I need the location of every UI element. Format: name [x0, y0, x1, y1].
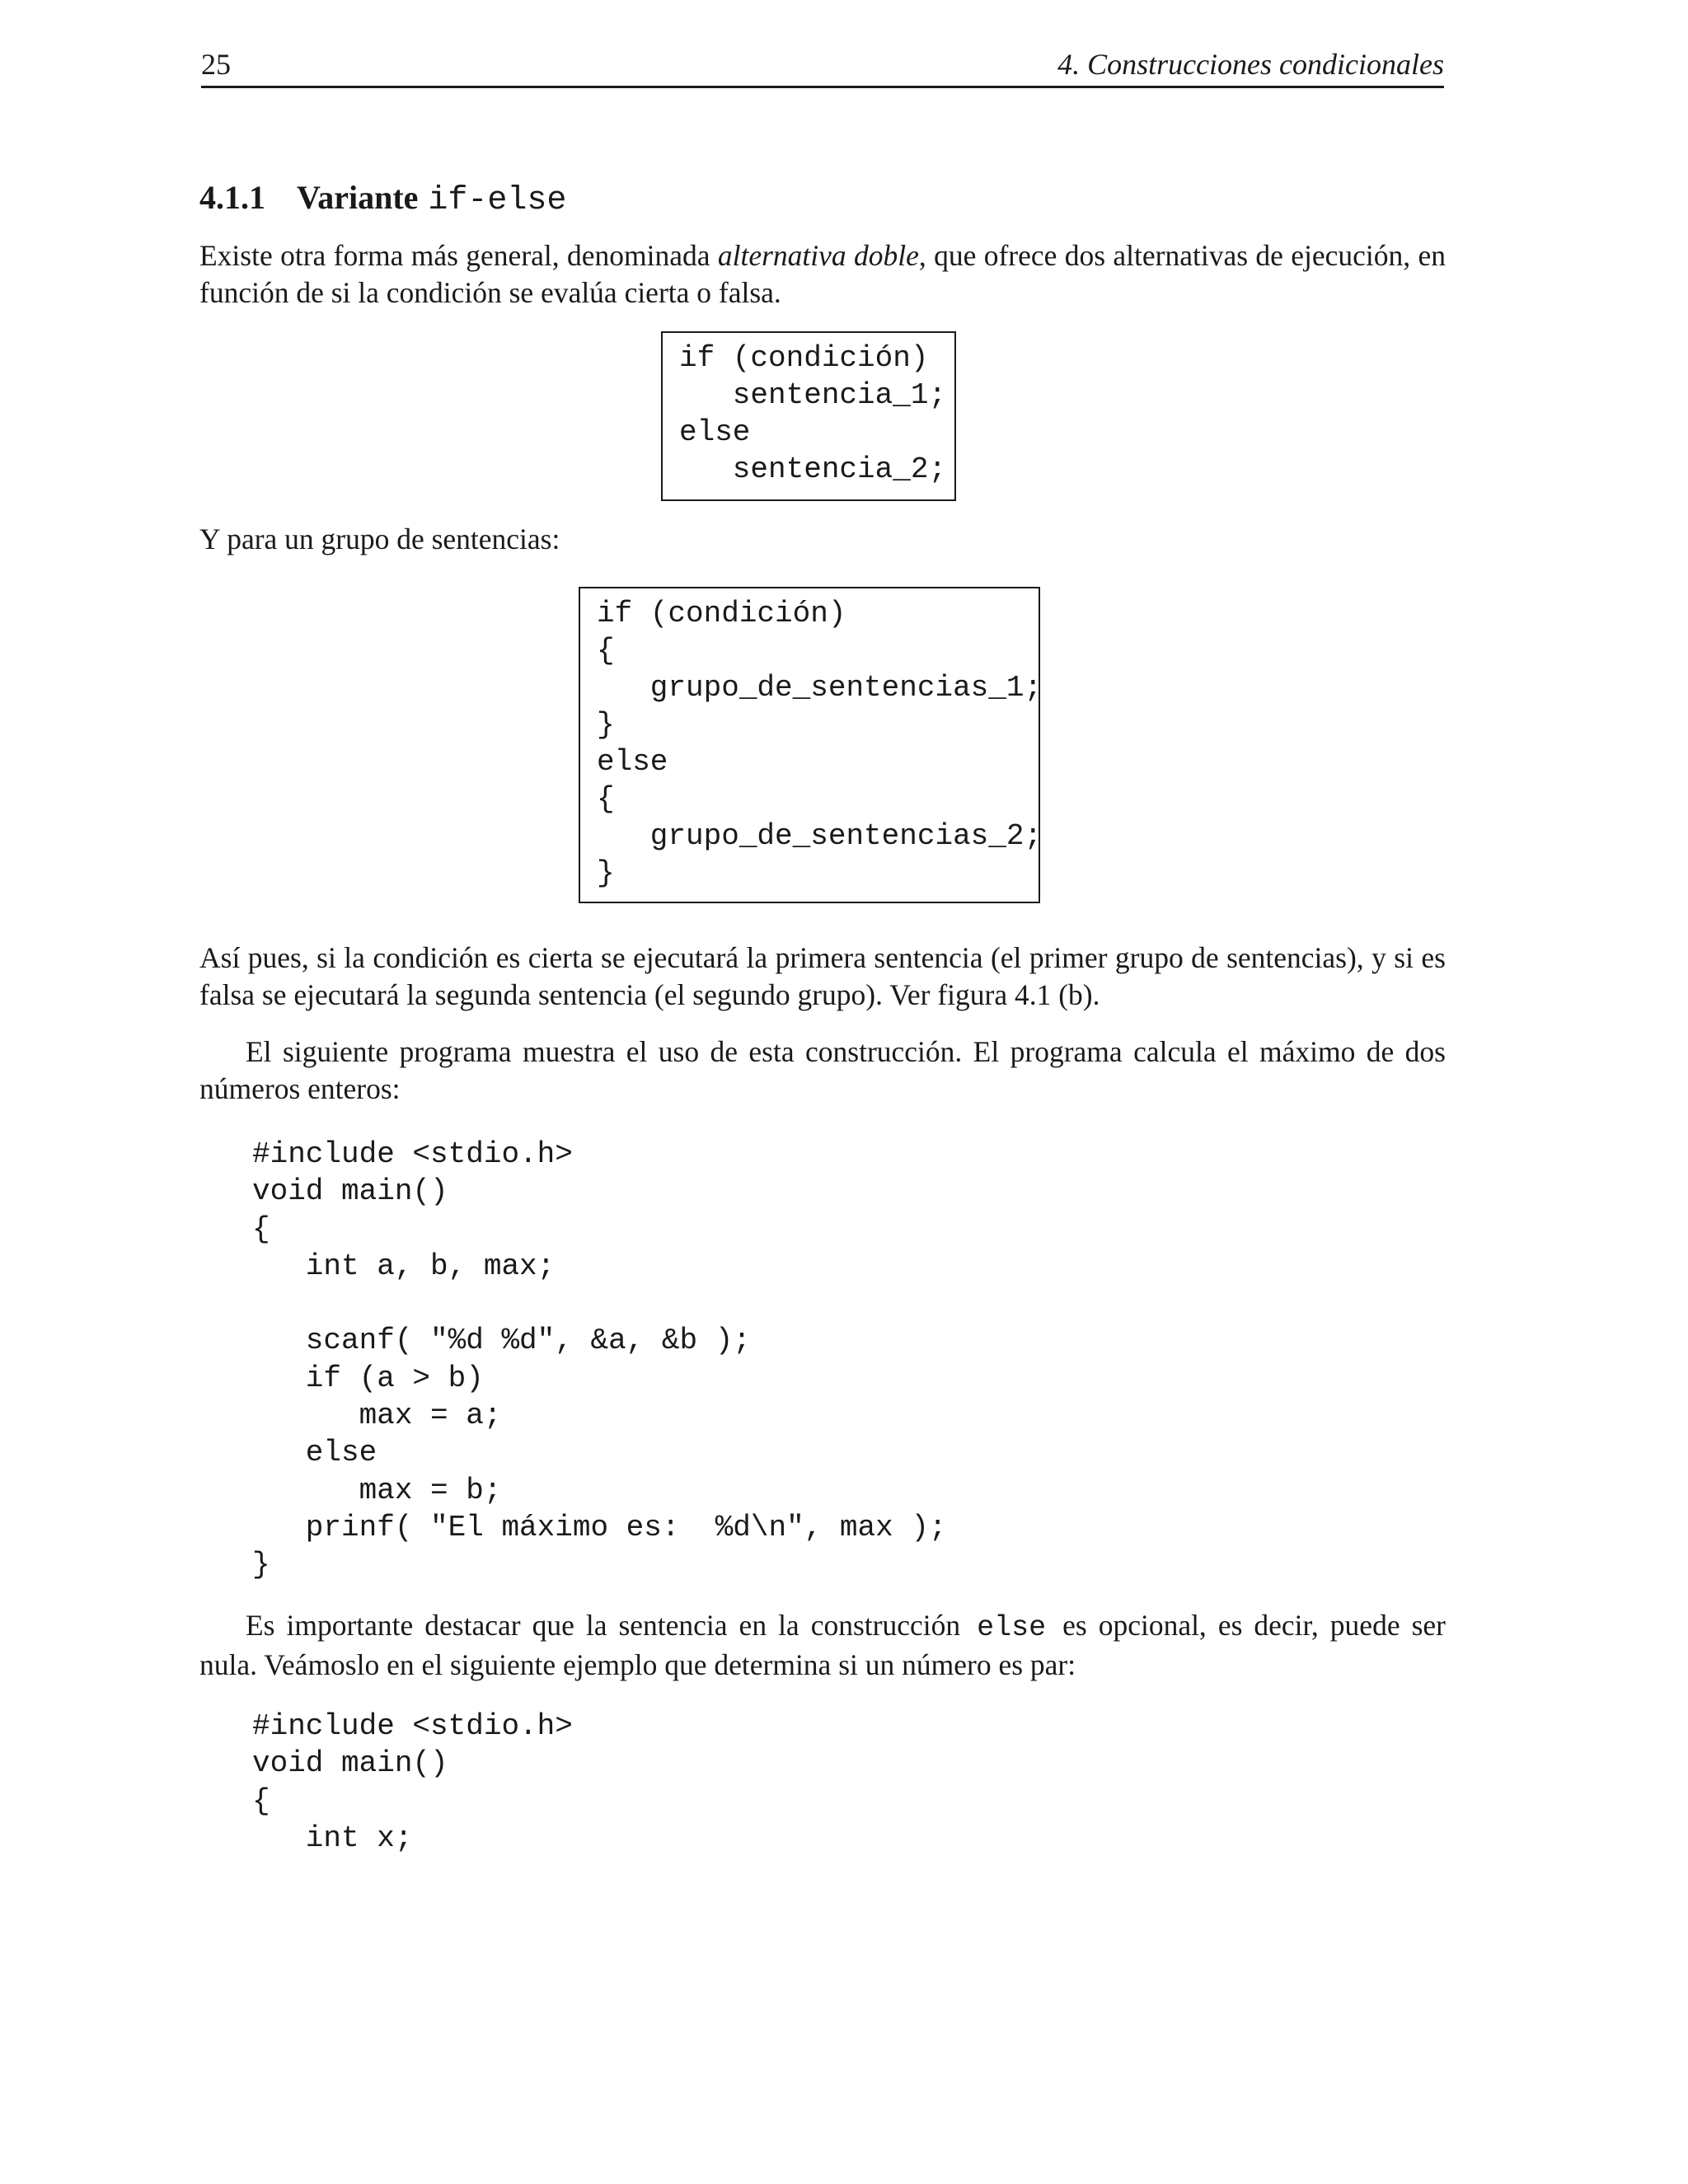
code-line: if (condición)	[597, 597, 846, 630]
syntax-box-group	[579, 587, 1043, 903]
code-line: {	[597, 634, 615, 668]
code-line: sentencia_1;	[679, 378, 947, 412]
paragraph-else-text-a: Es importante destacar que la sentencia en la construcción	[246, 1609, 973, 1642]
code-line: prinf( "El máximo es: %d\n", max );	[252, 1510, 947, 1544]
code-line: }	[597, 856, 615, 890]
section-number: 4.1.1	[199, 179, 265, 216]
code-line: }	[597, 708, 615, 742]
code-line: sentencia_2;	[679, 452, 947, 486]
code-line: if (condición)	[679, 341, 929, 375]
paragraph-group: Y para un grupo de sentencias:	[199, 523, 560, 555]
code-line: else	[679, 415, 751, 449]
code-line: {	[597, 782, 615, 816]
section-title-code: if-else	[428, 182, 567, 219]
running-header	[201, 43, 1444, 88]
paragraph-explanation: Así pues, si la condición es cierta se ejecutará la primera sentencia (el primer grupo de sentencias), y si es falsa se ejecutará la segunda sentencia (el segundo grupo). Ver figura 4.1 (b).	[199, 941, 1446, 1011]
code-line: if (a > b)	[252, 1361, 484, 1395]
code-line: {	[252, 1212, 270, 1246]
page-number: 25	[201, 48, 231, 81]
code-line: void main()	[252, 1746, 448, 1781]
syntax-box-simple	[661, 331, 956, 501]
paragraph-intro-emphasis: alternativa doble	[717, 239, 919, 272]
code-line: grupo_de_sentencias_2;	[597, 819, 1043, 853]
code-line: #include <stdio.h>	[252, 1137, 573, 1171]
code-line: int x;	[252, 1821, 413, 1855]
code-line: }	[252, 1548, 270, 1582]
paragraph-else-optional	[199, 1607, 1446, 1684]
code-listing-even	[252, 1708, 573, 1857]
code-line: max = a;	[252, 1399, 502, 1433]
code-line: int a, b, max;	[252, 1249, 556, 1283]
section-title-word: Variante	[297, 179, 419, 216]
code-listing-max	[252, 1136, 947, 1584]
chapter-title: 4. Construcciones condicionales	[1057, 48, 1444, 81]
code-line	[252, 1285, 947, 1322]
code-line: max = b;	[252, 1473, 502, 1507]
paragraph-intro-text-a: Existe otra forma más general, denominada	[199, 239, 718, 272]
paragraph-intro	[199, 237, 1446, 312]
code-line: grupo_de_sentencias_1;	[597, 671, 1043, 705]
code-line: {	[252, 1783, 270, 1818]
paragraph-intro-text-b: , que ofrece dos alternativas de ejecución, en función de si la condición se evalúa cierta o falsa.	[199, 239, 1446, 309]
paragraph-program-intro: El siguiente programa muestra el uso de esta construcción. El programa calcula el máximo de dos números enteros:	[199, 1035, 1446, 1105]
paragraph-else-text-b: es opcional, es decir, puede ser nula. Veámoslo en el siguiente ejemplo que determina si un número es par:	[199, 1609, 1446, 1681]
inline-code-else: else	[977, 1611, 1047, 1644]
section-heading	[199, 175, 1446, 224]
code-line: void main()	[252, 1174, 448, 1209]
code-line: else	[597, 745, 668, 779]
code-line: #include <stdio.h>	[252, 1709, 573, 1743]
code-line: else	[252, 1436, 377, 1470]
code-line: scanf( "%d %d", &a, &b );	[252, 1324, 751, 1358]
